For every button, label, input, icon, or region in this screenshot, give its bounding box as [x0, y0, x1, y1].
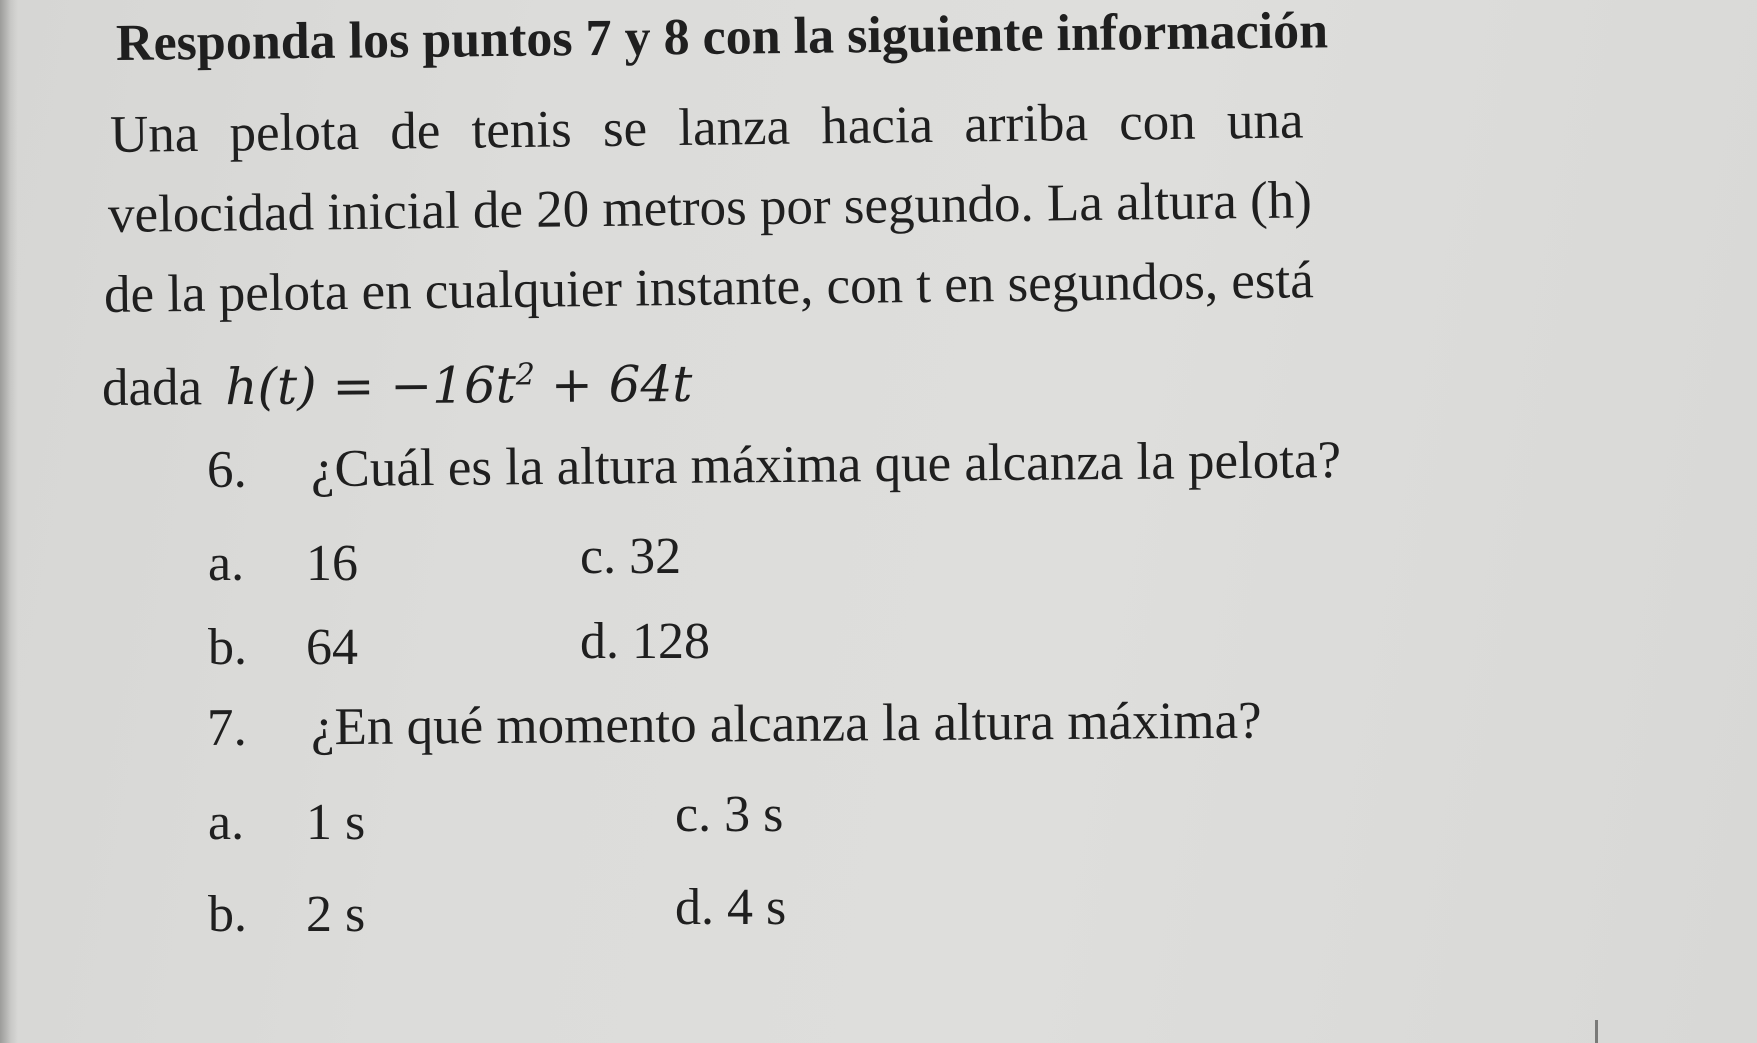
- page-edge-shadow: [0, 0, 18, 1043]
- q7-option-a: [208, 793, 365, 852]
- formula-left: h(t) = −16t: [225, 356, 517, 417]
- q6-option-a: [208, 534, 358, 593]
- option-letter: c.: [580, 528, 617, 585]
- option-value: 32: [629, 528, 682, 585]
- q6-option-d: [580, 612, 710, 671]
- q7-option-c: [675, 785, 783, 844]
- q7-option-d: [675, 878, 786, 937]
- pen-mark: [1595, 1020, 1598, 1043]
- instructions-heading: Responda los puntos 7 y 8 con la siguiente información: [115, 2, 1329, 72]
- option-letter: a.: [208, 794, 245, 851]
- question-number: 6.: [206, 440, 248, 499]
- problem-line-2: velocidad inicial de 20 metros por segundo. La altura (h): [107, 171, 1313, 244]
- problem-line-3: de la pelota en cualquier instante, con t en segundos, está: [103, 251, 1315, 324]
- option-letter: a.: [208, 535, 245, 592]
- option-value: 128: [632, 613, 710, 670]
- option-letter: c.: [675, 786, 712, 843]
- option-letter: b.: [208, 886, 247, 943]
- option-letter: d.: [675, 879, 714, 936]
- option-value: 1 s: [306, 794, 366, 851]
- option-letter: d.: [580, 613, 619, 670]
- formula-right: + 64t: [534, 354, 693, 414]
- problem-line-4: [102, 354, 693, 418]
- question-number: 7.: [206, 698, 247, 757]
- question-6: [207, 430, 1342, 500]
- q7-option-b: [208, 885, 365, 944]
- option-value: 2 s: [306, 886, 366, 943]
- height-formula: [225, 355, 693, 416]
- option-value: 16: [306, 535, 358, 592]
- option-letter: b.: [208, 619, 247, 676]
- q6-option-c: [580, 527, 681, 586]
- question-text: ¿En qué momento alcanza la altura máxima?: [310, 691, 1262, 757]
- question-text: ¿Cuál es la altura máxima que alcanza la pelota?: [310, 431, 1342, 499]
- option-value: 3 s: [724, 786, 784, 843]
- q6-option-b: [208, 618, 358, 677]
- question-7: [207, 691, 1262, 758]
- problem-line-1: Una pelota de tenis se lanza hacia arriba con una: [109, 91, 1304, 164]
- option-value: 4 s: [727, 879, 787, 936]
- formula-exponent: 2: [515, 357, 536, 393]
- formula-intro: dada: [101, 358, 203, 417]
- option-value: 64: [306, 619, 358, 676]
